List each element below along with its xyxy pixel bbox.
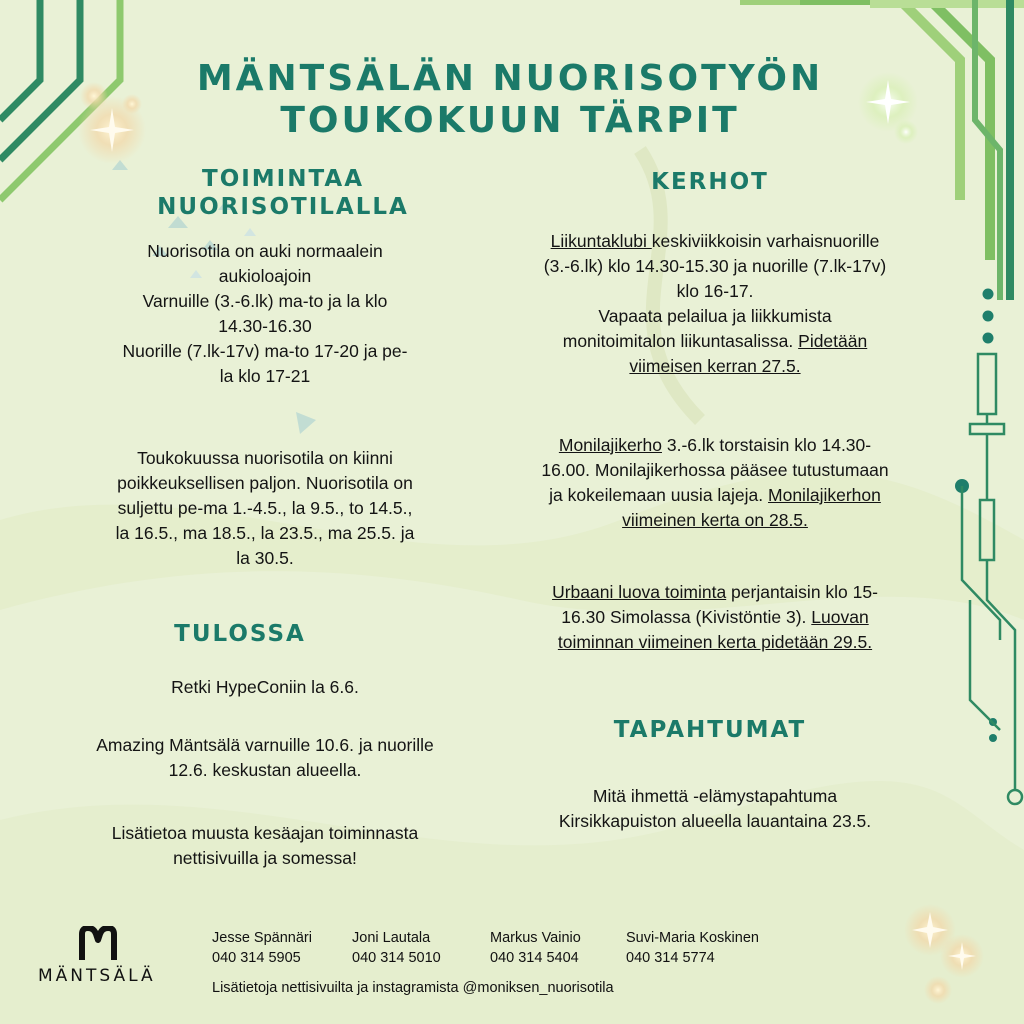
text-line: Nuorille (7.lk-17v) ma-to 17-20 ja pe- <box>122 341 408 361</box>
page-title-line-1: MÄNTSÄLÄN NUORISOTYÖN <box>196 58 824 99</box>
contact-name: Joni Lautala <box>352 930 431 946</box>
text-line: Nuorisotila on auki normaalein <box>147 241 383 261</box>
mantsala-logo <box>38 926 168 992</box>
text-line: 16.00. Monilajikerhossa pääsee tutustumaan <box>541 460 889 480</box>
text-underlined: Monilajikerhon <box>768 485 881 505</box>
text-line: poikkeuksellisen paljon. Nuorisotila on <box>117 473 413 493</box>
contact-phone[interactable]: 040 314 5404 <box>490 950 579 966</box>
contact-name: Jesse Spännäri <box>212 930 312 946</box>
heading-toimintaa-nuorisotilalla <box>98 165 468 221</box>
text-segment: perjantaisin klo 15- <box>726 582 878 602</box>
text-line: Kirsikkapuiston alueella lauantaina 23.5. <box>558 811 872 831</box>
text-underlined: Pidetään <box>798 331 868 351</box>
text-segment: monitoimitalon liikuntasalissa. <box>562 331 799 351</box>
page-title <box>120 58 900 142</box>
heading-tapahtumat: TAPAHTUMAT <box>613 717 807 743</box>
text-line: 14.30-16.30 <box>218 316 312 336</box>
contact-phone[interactable]: 040 314 5905 <box>212 950 301 966</box>
text-segment: 3.-6.lk torstaisin klo 14.30- <box>661 435 872 455</box>
footer-more-info: Lisätietoja nettisivuilta ja instagramista @moniksen_nuorisotila <box>212 980 614 996</box>
text-segment: keskiviikkoisin varhaisnuorille <box>651 231 880 251</box>
opening-hours-text <box>55 239 475 389</box>
text-line: Vapaata pelailua ja liikkumista <box>598 306 832 326</box>
text-line: suljettu pe-ma 1.-4.5., la 9.5., to 14.5., <box>117 498 413 518</box>
club-monilajikerho <box>470 433 960 533</box>
contact-suvi-maria <box>626 928 759 968</box>
text-line: la 16.5., ma 18.5., la 23.5., ma 25.5. ja <box>115 523 415 543</box>
text-underlined: toiminnan viimeinen kerta pidetään 29.5. <box>557 632 873 652</box>
contact-name: Suvi-Maria Koskinen <box>626 930 759 946</box>
liikuntaklubi-link[interactable]: Liikuntaklubi <box>550 231 652 251</box>
contact-joni <box>352 928 441 968</box>
contact-phone[interactable]: 040 314 5774 <box>626 950 715 966</box>
text-line: Lisätietoa muusta kesäajan toiminnasta <box>111 823 419 843</box>
heading-line: NUORISOTILALLA <box>157 194 409 220</box>
club-liikuntaklubi <box>470 229 960 379</box>
heading-line: TOIMINTAA <box>202 166 364 192</box>
urbaani-luova-toiminta-link[interactable]: Urbaani luova toiminta <box>552 582 727 602</box>
text-line: klo 16-17. <box>676 281 754 301</box>
monilajikerho-link[interactable]: Monilajikerho <box>558 435 662 455</box>
text-line: (3.-6.lk) klo 14.30-15.30 ja nuorille (7.lk-17v) <box>543 256 887 276</box>
text-segment: ja kokeilemaan uusia lajeja. <box>549 485 769 505</box>
text-line: Mitä ihmettä -elämystapahtuma <box>592 786 838 806</box>
club-urbaani-luova-toiminta <box>470 580 960 655</box>
mantsala-logo-icon <box>78 926 118 962</box>
contact-jesse <box>212 928 312 968</box>
closed-days-text <box>40 446 490 571</box>
text-underlined: viimeinen kerta on 28.5. <box>622 510 808 530</box>
event-mita-ihmetta <box>470 784 960 834</box>
heading-kerhot: KERHOT <box>651 169 769 195</box>
text-line: Toukokuussa nuorisotila on kiinni <box>137 448 393 468</box>
contact-name: Markus Vainio <box>490 930 581 946</box>
text-line: la 30.5. <box>236 548 294 568</box>
text-line: aukioloajoin <box>218 266 312 286</box>
upcoming-more-info <box>30 821 500 871</box>
page-title-line-2: TOUKOKUUN TÄRPIT <box>280 100 740 141</box>
text-line: Varnuille (3.-6.lk) ma-to ja la klo <box>142 291 388 311</box>
text-line: nettisivuilla ja somessa! <box>173 848 357 868</box>
contact-phone[interactable]: 040 314 5010 <box>352 950 441 966</box>
text-line: la klo 17-21 <box>219 366 311 386</box>
text-underlined: viimeisen kerran 27.5. <box>629 356 801 376</box>
text-underlined: Luovan <box>811 607 869 627</box>
text-segment: 16.30 Simolassa (Kivistöntie 3). <box>561 607 812 627</box>
upcoming-hypecon: Retki HypeConiin la 6.6. <box>171 677 359 697</box>
logo-text: MÄNTSÄLÄ <box>38 966 156 986</box>
upcoming-amazing-mantsala <box>20 733 510 783</box>
text-line: 12.6. keskustan alueella. <box>168 760 362 780</box>
contact-markus <box>490 928 581 968</box>
heading-tulossa: TULOSSA <box>174 621 306 647</box>
text-line: Amazing Mäntsälä varnuille 10.6. ja nuorille <box>96 735 434 755</box>
